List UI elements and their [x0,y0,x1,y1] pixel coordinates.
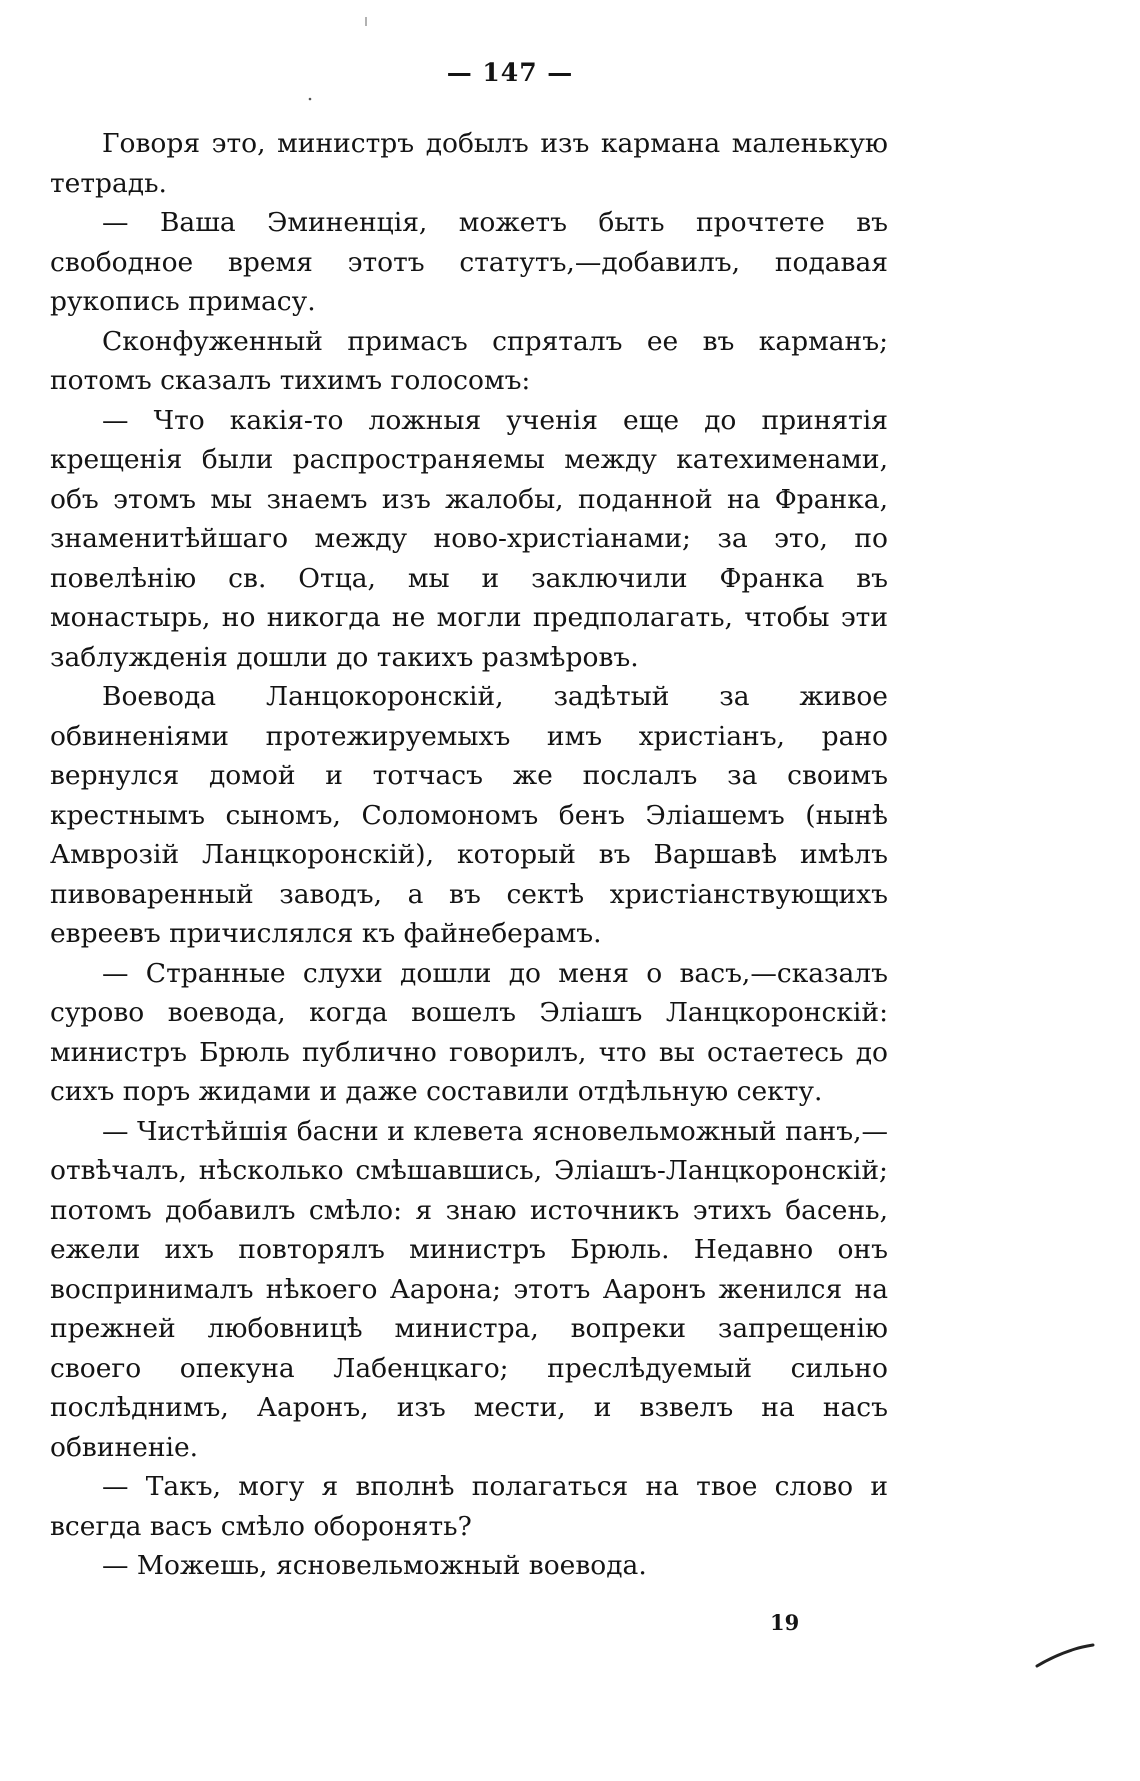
paragraph: Говоря это, министръ добылъ изъ кармана маленькую тетрадь. [50,128,888,199]
speck-mark [363,16,369,28]
paragraph: Сконфуженный примасъ спряталъ ее въ карманъ; потомъ сказалъ тихимъ голосомъ: [50,325,888,396]
paragraph: — Такъ, могу я вполнѣ полагаться на твое слово и всегда васъ смѣло оборонять? [50,1471,888,1542]
body-text [50,124,888,1586]
paragraph: — Можешь, ясновельможный воевода. [102,1550,647,1581]
printer-signature-mark: 19 [770,1610,800,1635]
paragraph: — Что какія-то ложныя ученія еще до принятія крещенія были распространяемы между катехименами, объ этомъ мы знаемъ изъ жалобы, поданной на Франка, знаменитѣйшаго между ново-христіанами; за это, по повелѣнію св. Отца, мы и заключили Франка въ монастырь, но никогда не могли предполагать, чтобы эти заблужденія дошли до такихъ размѣровъ. [50,404,888,673]
ink-stroke-mark [1035,1640,1095,1670]
paragraph: — Чистѣйшія басни и клевета ясновельможный панъ,—отвѣчалъ, нѣсколько смѣшавшись, Эліашъ-Ланцкоронскій; потомъ добавилъ смѣло: я знаю источникъ этихъ басень, ежели ихъ повторялъ министръ Брюль. Недавно онъ воспринималъ нѣкоего Аарона; этотъ Ааронъ женился на прежней любовницѣ министра, вопреки запрещенію своего опекуна Лабенцкаго; преслѣдуемый сильно послѣднимъ, Ааронъ, изъ мести, и взвелъ на насъ обвиненіе. [50,1115,888,1463]
paragraph: — Ваша Эминенція, можетъ быть прочтете въ свободное время этотъ статутъ,—добавилъ, подавая рукопись примасу. [50,207,888,317]
page-number: — 147 — [446,58,574,87]
paragraph: Воевода Ланцокоронскій, задѣтый за живое обвиненіями протежируемыхъ имъ христіанъ, рано вернулся домой и тотчасъ же послалъ за своимъ крестнымъ сыномъ, Соломономъ бенъ Эліашемъ (нынѣ Амврозій Ланцкоронскій), который въ Варшавѣ имѣлъ пивоваренный заводъ, а въ сектѣ христіанствующихъ евреевъ причислялся къ файнеберамъ. [50,681,888,949]
paragraph: — Странные слухи дошли до меня о васъ,—сказалъ сурово воевода, когда вошелъ Эліашъ Ланцкоронскій: министръ Брюль публично говорилъ, что вы остаетесь до сихъ поръ жидами и даже составили отдѣльную секту. [50,957,888,1107]
speck-mark [307,96,313,102]
